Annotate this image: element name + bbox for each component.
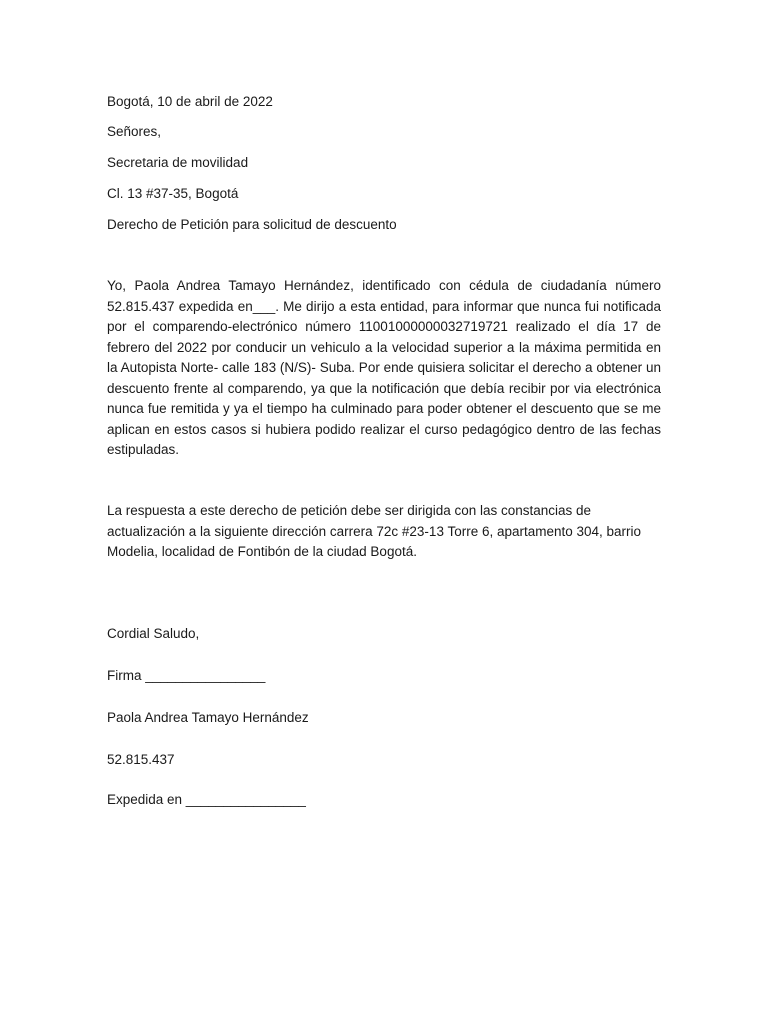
date-line: Bogotá, 10 de abril de 2022 <box>107 94 273 109</box>
subject-line: Derecho de Petición para solicitud de descuento <box>107 217 397 232</box>
body-paragraph-1: Yo, Paola Andrea Tamayo Hernández, identificado con cédula de ciudadanía número 52.815.437 expedida en___. Me dirijo a esta entidad, para informar que nunca fui notificada por el comparendo-electrónico número 11001000000032719721 realizado el día 17 de febrero del 2022 por conducir un vehiculo a la velocidad superior a la máxima permitida en la Autopista Norte- calle 183 (N/S)- Suba. Por ende quisiera solicitar el derecho a obtener un descuento frente al comparendo, ya que la notificación que debía recibir por via electrónica nunca fue remitida y ya el tiempo ha culminado para poder obtener el descuento que se me aplican en estos casos si hubiera podido realizar el curso pedagógico dentro de las fechas estipuladas. <box>107 278 661 457</box>
signer-id: 52.815.437 <box>107 752 175 767</box>
salutation: Señores, <box>107 124 162 139</box>
issued-in-line: Expedida en ________________ <box>107 792 306 807</box>
body-paragraph-2: La respuesta a este derecho de petición debe ser dirigida con las constancias de actualización a la siguiente dirección carrera 72c #23-13 Torre 6, apartamento 304, barrio Modelia, localidad de Fontibón de la ciudad Bogotá. <box>107 503 642 559</box>
signer-name: Paola Andrea Tamayo Hernández <box>107 710 309 725</box>
recipient-address: Cl. 13 #37-35, Bogotá <box>107 186 239 201</box>
closing: Cordial Saludo, <box>107 626 200 641</box>
recipient-name: Secretaria de movilidad <box>107 155 249 170</box>
signature-line: Firma ________________ <box>107 668 266 683</box>
